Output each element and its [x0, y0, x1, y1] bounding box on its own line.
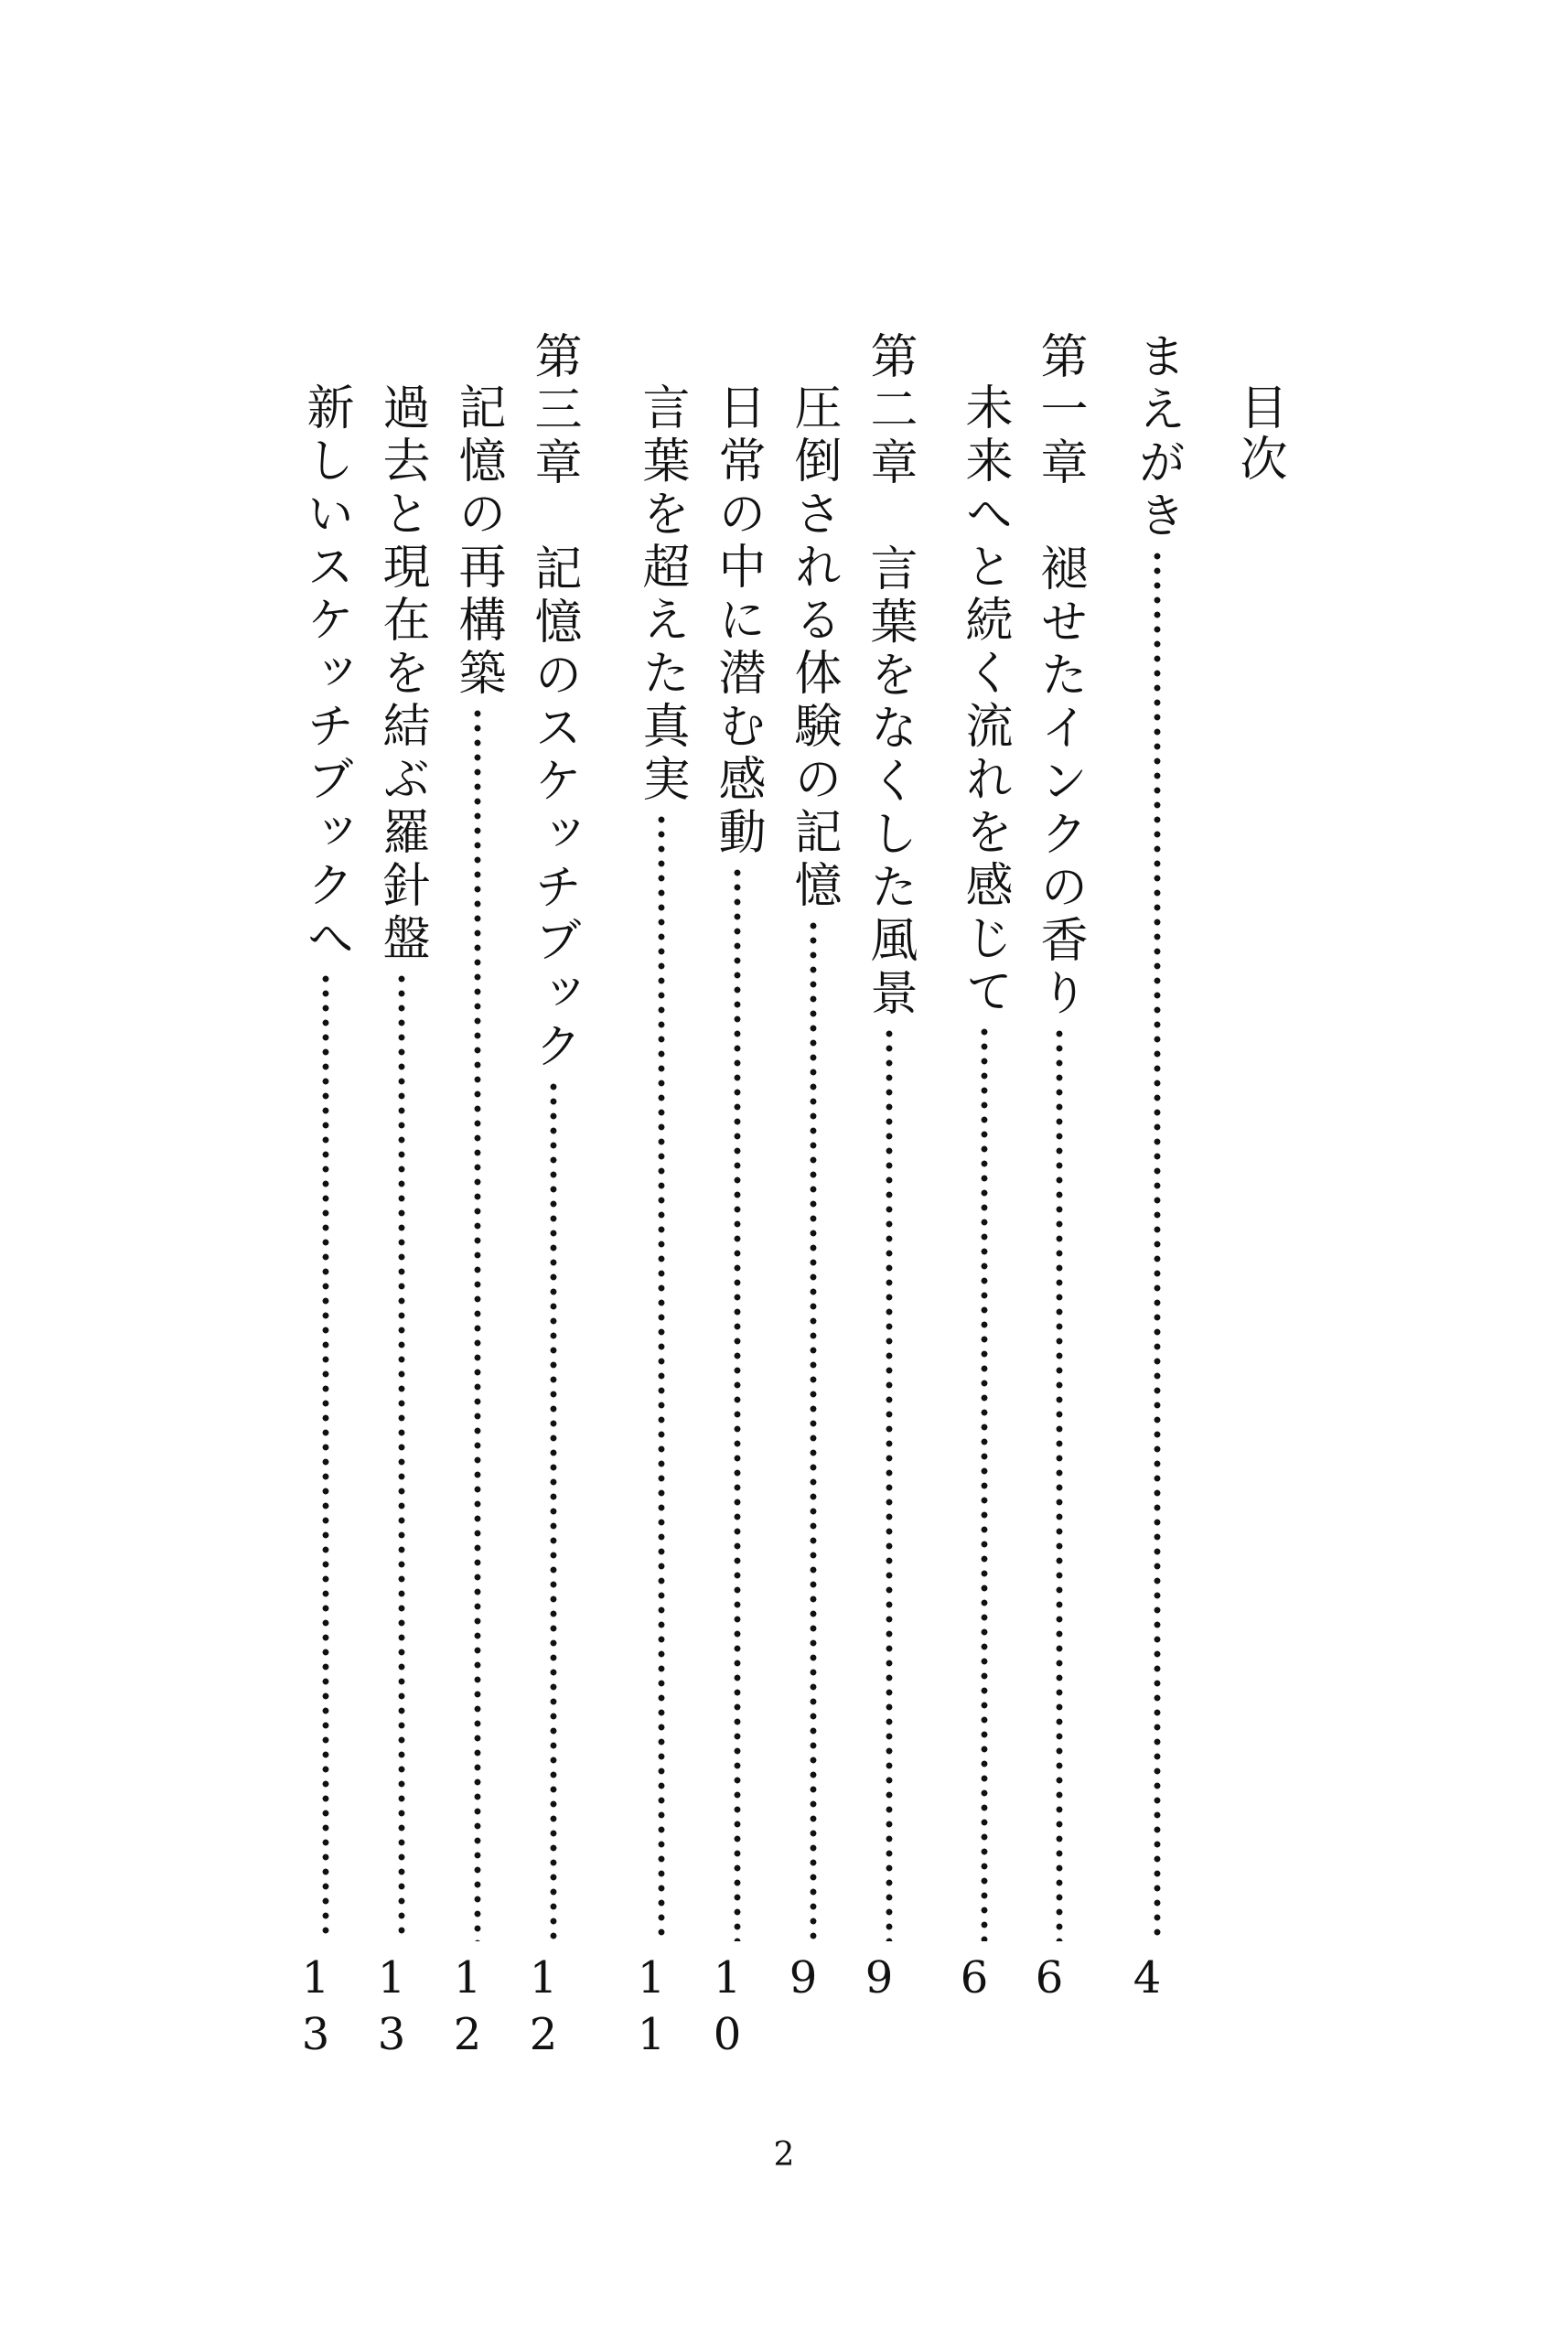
- dot-leader: [810, 919, 817, 1941]
- dot-leader: [322, 972, 329, 1941]
- toc-entry-page: 6: [1024, 1952, 1075, 2009]
- toc-entry[interactable]: [949, 331, 1016, 2051]
- toc-entry-title: 過去と現在を結ぶ羅針盤: [374, 382, 429, 966]
- toc-entry[interactable]: [442, 331, 510, 2066]
- dot-leader: [1056, 1026, 1063, 1941]
- dot-leader: [981, 1025, 988, 1941]
- dot-leader: [474, 706, 481, 1941]
- toc-entry[interactable]: [518, 331, 585, 2066]
- toc-entry[interactable]: [702, 331, 769, 2066]
- page-number: 2: [773, 2136, 795, 2174]
- dot-leader: [398, 972, 405, 1941]
- toc-entry[interactable]: [366, 331, 434, 2066]
- toc-entry-title: 日常の中に潜む感動: [710, 382, 765, 860]
- toc-entry[interactable]: [854, 331, 921, 2051]
- toc-heading: 目次: [1231, 382, 1286, 485]
- toc-entry-page: 4: [1122, 1952, 1173, 2009]
- toc-entry-page: 9: [778, 1952, 829, 2009]
- toc-entry-page: 12: [518, 1952, 569, 2066]
- toc-entry-title: 圧倒される体験の記憶: [786, 382, 841, 913]
- dot-leader: [886, 1026, 893, 1941]
- toc-entry[interactable]: [1122, 331, 1189, 2051]
- toc-entry-page: 10: [702, 1952, 753, 2066]
- toc-entry-title: 記憶の再構築: [450, 382, 505, 701]
- toc-entry[interactable]: [778, 331, 845, 2051]
- toc-entry[interactable]: [626, 331, 693, 2066]
- dot-leader: [550, 1080, 557, 1941]
- toc-entry-page: 12: [442, 1952, 493, 2066]
- toc-entry-title: 第三章 記憶のスケッチブック: [526, 331, 581, 1074]
- toc-entry-page: 13: [290, 1952, 341, 2066]
- toc-entry-title: まえがき: [1130, 331, 1185, 543]
- toc-entry[interactable]: [1024, 331, 1091, 2051]
- dot-leader: [658, 812, 665, 1941]
- toc-entry-title: 第二章 言葉をなくした風景: [862, 331, 917, 1021]
- toc-entry-title: 言葉を超えた真実: [634, 382, 689, 807]
- toc-entry[interactable]: [290, 331, 358, 2066]
- dot-leader: [734, 865, 741, 1941]
- toc-entry-page: 13: [366, 1952, 417, 2066]
- dot-leader: [1154, 549, 1161, 1941]
- toc-entry-title: 第一章 褪せたインクの香り: [1032, 331, 1087, 1021]
- toc-entry-page: 9: [854, 1952, 905, 2009]
- toc-entry-title: 新しいスケッチブックへ: [298, 382, 353, 966]
- toc-entry-page: 11: [626, 1952, 677, 2066]
- toc-entry-page: 6: [949, 1952, 1000, 2009]
- toc-entry-title: 未来へと続く流れを感じて: [957, 382, 1012, 1019]
